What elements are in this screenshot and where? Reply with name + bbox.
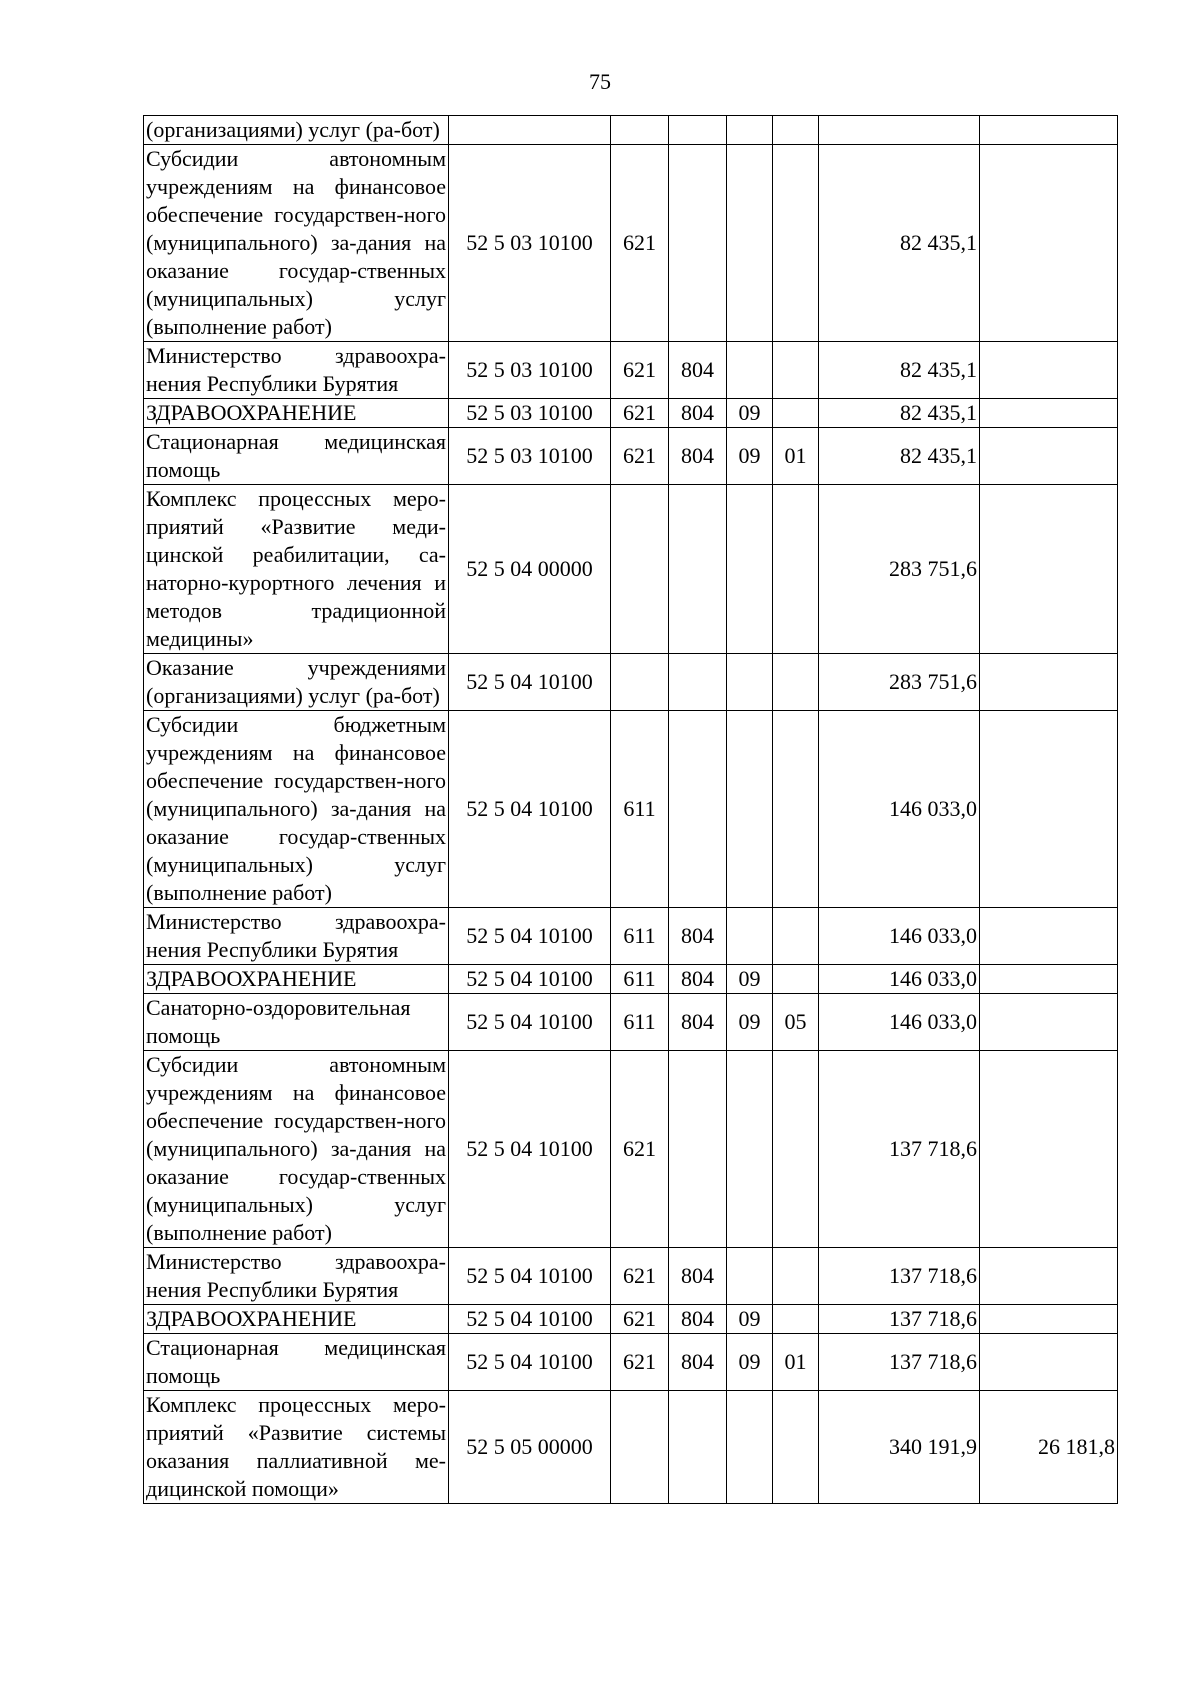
target-code-cell: 52 5 04 10100 bbox=[449, 965, 611, 994]
amount-cell: 146 033,0 bbox=[819, 908, 980, 965]
section-cell bbox=[727, 116, 773, 145]
page-number: 75 bbox=[589, 69, 611, 94]
table-row bbox=[144, 711, 1118, 908]
row-name-cell: (организациями) услуг (ра-бот) bbox=[144, 116, 449, 145]
expense-type-cell: 611 bbox=[611, 994, 669, 1051]
subsection-cell: 01 bbox=[773, 428, 819, 485]
table-row bbox=[144, 399, 1118, 428]
row-name-cell: Санаторно-оздоровительная помощь bbox=[144, 994, 449, 1051]
ministry-code-cell bbox=[669, 116, 727, 145]
section-cell: 09 bbox=[727, 1334, 773, 1391]
expense-type-cell: 621 bbox=[611, 399, 669, 428]
section-cell bbox=[727, 1391, 773, 1504]
table-row bbox=[144, 994, 1118, 1051]
table-row bbox=[144, 654, 1118, 711]
row-name-cell: Субсидии бюджетным учреждениям на финансовое обеспечение государствен-ного (муниципального) за-дания на оказание государ-ственных (муниципальных) услуг (выполнение работ) bbox=[144, 711, 449, 908]
extra-amount-cell bbox=[980, 908, 1118, 965]
target-code-cell: 52 5 04 10100 bbox=[449, 908, 611, 965]
target-code-cell: 52 5 04 10100 bbox=[449, 711, 611, 908]
row-name-cell: ЗДРАВООХРАНЕНИЕ bbox=[144, 399, 449, 428]
extra-amount-cell bbox=[980, 1051, 1118, 1248]
ministry-code-cell bbox=[669, 654, 727, 711]
ministry-code-cell: 804 bbox=[669, 399, 727, 428]
expense-type-cell: 621 bbox=[611, 428, 669, 485]
subsection-cell: 05 bbox=[773, 994, 819, 1051]
amount-cell: 340 191,9 bbox=[819, 1391, 980, 1504]
expense-type-cell: 611 bbox=[611, 908, 669, 965]
subsection-cell bbox=[773, 1305, 819, 1334]
subsection-cell bbox=[773, 1391, 819, 1504]
section-cell bbox=[727, 485, 773, 654]
subsection-cell bbox=[773, 342, 819, 399]
table-row bbox=[144, 1334, 1118, 1391]
section-cell: 09 bbox=[727, 965, 773, 994]
extra-amount-cell bbox=[980, 654, 1118, 711]
expense-type-cell: 621 bbox=[611, 1334, 669, 1391]
extra-amount-cell bbox=[980, 485, 1118, 654]
target-code-cell: 52 5 04 10100 bbox=[449, 1334, 611, 1391]
extra-amount-cell bbox=[980, 145, 1118, 342]
ministry-code-cell: 804 bbox=[669, 1305, 727, 1334]
section-cell bbox=[727, 908, 773, 965]
ministry-code-cell: 804 bbox=[669, 965, 727, 994]
extra-amount-cell: 26 181,8 bbox=[980, 1391, 1118, 1504]
table-row bbox=[144, 145, 1118, 342]
target-code-cell: 52 5 04 10100 bbox=[449, 1051, 611, 1248]
extra-amount-cell bbox=[980, 428, 1118, 485]
extra-amount-cell bbox=[980, 116, 1118, 145]
ministry-code-cell bbox=[669, 1391, 727, 1504]
target-code-cell: 52 5 03 10100 bbox=[449, 428, 611, 485]
table-row bbox=[144, 1248, 1118, 1305]
expense-type-cell bbox=[611, 654, 669, 711]
ministry-code-cell bbox=[669, 145, 727, 342]
table-row bbox=[144, 428, 1118, 485]
section-cell bbox=[727, 1051, 773, 1248]
row-name-cell: Стационарная медицинская помощь bbox=[144, 428, 449, 485]
subsection-cell bbox=[773, 116, 819, 145]
section-cell bbox=[727, 342, 773, 399]
row-name-cell: Субсидии автономным учреждениям на финансовое обеспечение государствен-ного (муниципального) за-дания на оказание государ-ственных (муниципальных) услуг (выполнение работ) bbox=[144, 145, 449, 342]
table-row bbox=[144, 908, 1118, 965]
ministry-code-cell: 804 bbox=[669, 1248, 727, 1305]
section-cell bbox=[727, 711, 773, 908]
target-code-cell: 52 5 04 00000 bbox=[449, 485, 611, 654]
amount-cell bbox=[819, 116, 980, 145]
expense-type-cell bbox=[611, 116, 669, 145]
expense-type-cell bbox=[611, 485, 669, 654]
extra-amount-cell bbox=[980, 1248, 1118, 1305]
amount-cell: 137 718,6 bbox=[819, 1334, 980, 1391]
target-code-cell: 52 5 03 10100 bbox=[449, 399, 611, 428]
expense-type-cell: 611 bbox=[611, 965, 669, 994]
subsection-cell bbox=[773, 145, 819, 342]
row-name-cell: Министерство здравоохра-нения Республики Бурятия bbox=[144, 1248, 449, 1305]
row-name-cell: Комплекс процессных меро-приятий «Развитие системы оказания паллиативной ме-дицинской помощи» bbox=[144, 1391, 449, 1504]
section-cell: 09 bbox=[727, 428, 773, 485]
target-code-cell: 52 5 04 10100 bbox=[449, 1305, 611, 1334]
amount-cell: 283 751,6 bbox=[819, 485, 980, 654]
table-row bbox=[144, 485, 1118, 654]
target-code-cell: 52 5 03 10100 bbox=[449, 145, 611, 342]
ministry-code-cell: 804 bbox=[669, 994, 727, 1051]
extra-amount-cell bbox=[980, 342, 1118, 399]
expense-type-cell bbox=[611, 1391, 669, 1504]
row-name-cell: Оказание учреждениями (организациями) услуг (ра-бот) bbox=[144, 654, 449, 711]
subsection-cell bbox=[773, 399, 819, 428]
section-cell bbox=[727, 145, 773, 342]
subsection-cell bbox=[773, 1051, 819, 1248]
target-code-cell: 52 5 03 10100 bbox=[449, 342, 611, 399]
subsection-cell: 01 bbox=[773, 1334, 819, 1391]
amount-cell: 137 718,6 bbox=[819, 1248, 980, 1305]
subsection-cell bbox=[773, 485, 819, 654]
section-cell bbox=[727, 1248, 773, 1305]
table-row bbox=[144, 1391, 1118, 1504]
row-name-cell: ЗДРАВООХРАНЕНИЕ bbox=[144, 1305, 449, 1334]
amount-cell: 146 033,0 bbox=[819, 965, 980, 994]
table-row bbox=[144, 965, 1118, 994]
amount-cell: 283 751,6 bbox=[819, 654, 980, 711]
budget-table-body bbox=[144, 116, 1118, 1504]
budget-table bbox=[143, 115, 1118, 1504]
extra-amount-cell bbox=[980, 994, 1118, 1051]
amount-cell: 146 033,0 bbox=[819, 711, 980, 908]
ministry-code-cell: 804 bbox=[669, 1334, 727, 1391]
amount-cell: 82 435,1 bbox=[819, 428, 980, 485]
extra-amount-cell bbox=[980, 399, 1118, 428]
section-cell: 09 bbox=[727, 994, 773, 1051]
amount-cell: 137 718,6 bbox=[819, 1305, 980, 1334]
ministry-code-cell bbox=[669, 485, 727, 654]
row-name-cell: Комплекс процессных меро-приятий «Развитие меди-цинской реабилитации, са-наторно-курортного лечения и методов традиционной медицины» bbox=[144, 485, 449, 654]
extra-amount-cell bbox=[980, 1334, 1118, 1391]
table-row bbox=[144, 342, 1118, 399]
amount-cell: 146 033,0 bbox=[819, 994, 980, 1051]
amount-cell: 82 435,1 bbox=[819, 145, 980, 342]
amount-cell: 137 718,6 bbox=[819, 1051, 980, 1248]
subsection-cell bbox=[773, 711, 819, 908]
section-cell: 09 bbox=[727, 1305, 773, 1334]
ministry-code-cell: 804 bbox=[669, 342, 727, 399]
amount-cell: 82 435,1 bbox=[819, 399, 980, 428]
target-code-cell: 52 5 05 00000 bbox=[449, 1391, 611, 1504]
ministry-code-cell bbox=[669, 1051, 727, 1248]
target-code-cell: 52 5 04 10100 bbox=[449, 994, 611, 1051]
subsection-cell bbox=[773, 908, 819, 965]
table-row bbox=[144, 116, 1118, 145]
table-row bbox=[144, 1305, 1118, 1334]
extra-amount-cell bbox=[980, 711, 1118, 908]
target-code-cell: 52 5 04 10100 bbox=[449, 1248, 611, 1305]
target-code-cell: 52 5 04 10100 bbox=[449, 654, 611, 711]
expense-type-cell: 621 bbox=[611, 1248, 669, 1305]
ministry-code-cell bbox=[669, 711, 727, 908]
subsection-cell bbox=[773, 1248, 819, 1305]
subsection-cell bbox=[773, 654, 819, 711]
expense-type-cell: 621 bbox=[611, 145, 669, 342]
section-cell bbox=[727, 654, 773, 711]
row-name-cell: Субсидии автономным учреждениям на финансовое обеспечение государствен-ного (муниципального) за-дания на оказание государ-ственных (муниципальных) услуг (выполнение работ) bbox=[144, 1051, 449, 1248]
row-name-cell: Министерство здравоохра-нения Республики Бурятия bbox=[144, 342, 449, 399]
ministry-code-cell: 804 bbox=[669, 908, 727, 965]
expense-type-cell: 611 bbox=[611, 711, 669, 908]
ministry-code-cell: 804 bbox=[669, 428, 727, 485]
expense-type-cell: 621 bbox=[611, 1051, 669, 1248]
expense-type-cell: 621 bbox=[611, 342, 669, 399]
expense-type-cell: 621 bbox=[611, 1305, 669, 1334]
subsection-cell bbox=[773, 965, 819, 994]
extra-amount-cell bbox=[980, 965, 1118, 994]
row-name-cell: Министерство здравоохра-нения Республики Бурятия bbox=[144, 908, 449, 965]
amount-cell: 82 435,1 bbox=[819, 342, 980, 399]
row-name-cell: ЗДРАВООХРАНЕНИЕ bbox=[144, 965, 449, 994]
extra-amount-cell bbox=[980, 1305, 1118, 1334]
row-name-cell: Стационарная медицинская помощь bbox=[144, 1334, 449, 1391]
target-code-cell bbox=[449, 116, 611, 145]
section-cell: 09 bbox=[727, 399, 773, 428]
table-row bbox=[144, 1051, 1118, 1248]
